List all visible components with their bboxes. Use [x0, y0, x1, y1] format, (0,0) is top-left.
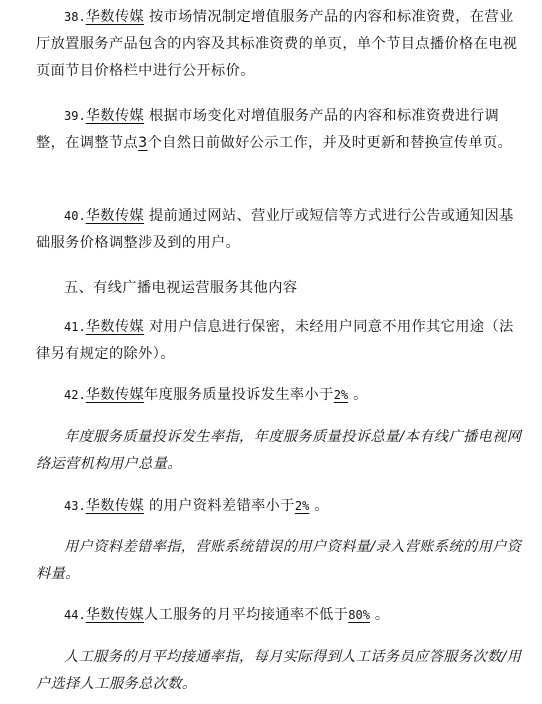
clause-text: 对用户信息进行保密，未经用户同意不用作其它用途（法律另有规定的除外）。 — [36, 319, 514, 362]
clause-text: 的用户资料差错率小于 — [148, 498, 295, 514]
clause-number: 41. — [64, 320, 86, 334]
org-name: 华数传媒 — [85, 9, 145, 25]
clause-number: 43. — [64, 499, 86, 513]
clause-44-note: 人工服务的月平均接通率指，每月实际得到人工话务员应答服务次数/用户选择人工服务总次数。 — [36, 649, 522, 692]
clause-text-tail: 个自然日前做好公示工作，并及时更新和替换宣传单页。 — [147, 135, 513, 151]
clause-text: 根据市场变化对增值服务产品的内容和标准资费进行调整，在调整节点 — [36, 108, 500, 151]
clause-text: 按市场情况制定增值服务产品的内容和标准资费，在营业厅放置服务产品包含的内容及其标准资费的单页，单个节目点播价格在电视页面节目价格栏中进行公开标价。 — [36, 9, 518, 79]
clause-42 — [36, 382, 522, 409]
clause-number: 40. — [64, 209, 86, 223]
clause-text: 人工服务的月平均接通率不低于 — [144, 607, 349, 623]
clause-tail: 。 — [314, 498, 329, 514]
org-name: 华数传媒 — [85, 208, 145, 224]
clause-number: 38. — [64, 10, 86, 24]
clause-40 — [36, 203, 522, 257]
clause-number: 44. — [64, 608, 86, 622]
org-name: 华数传媒 — [85, 108, 145, 124]
clause-38 — [36, 4, 522, 85]
org-name: 华数传媒 — [85, 498, 145, 514]
clause-value: 2% — [294, 499, 310, 513]
clause-42-note: 年度服务质量投诉发生率指，年度服务质量投诉总量/本有线广播电视网络运营机构用户总量。 — [36, 429, 522, 472]
org-name: 华数传媒 — [85, 607, 145, 623]
clause-tail: 。 — [353, 387, 368, 403]
clause-value: 80% — [348, 608, 370, 622]
org-name: 华数传媒 — [85, 319, 145, 335]
clause-text: 年度服务质量投诉发生率小于 — [144, 387, 334, 403]
clause-text: 提前通过网站、营业厅或短信等方式进行公告或通知因基础服务价格调整涉及到的用户。 — [36, 208, 514, 251]
clause-value: 2% — [333, 388, 349, 402]
clause-39 — [36, 103, 522, 157]
clause-43-note: 用户资料差错率指，营账系统错误的用户资料量/录入营账系统的用户资料量。 — [36, 539, 522, 582]
clause-value: 3 — [138, 135, 148, 151]
section-heading: 五、有线广播电视运营服务其他内容 — [64, 280, 298, 296]
clause-tail: 。 — [374, 607, 390, 623]
clause-44 — [36, 602, 522, 629]
clause-number: 42. — [64, 388, 86, 402]
clause-number: 39. — [64, 109, 86, 123]
org-name: 华数传媒 — [85, 387, 145, 403]
clause-43 — [36, 493, 522, 520]
clause-41 — [36, 314, 522, 368]
